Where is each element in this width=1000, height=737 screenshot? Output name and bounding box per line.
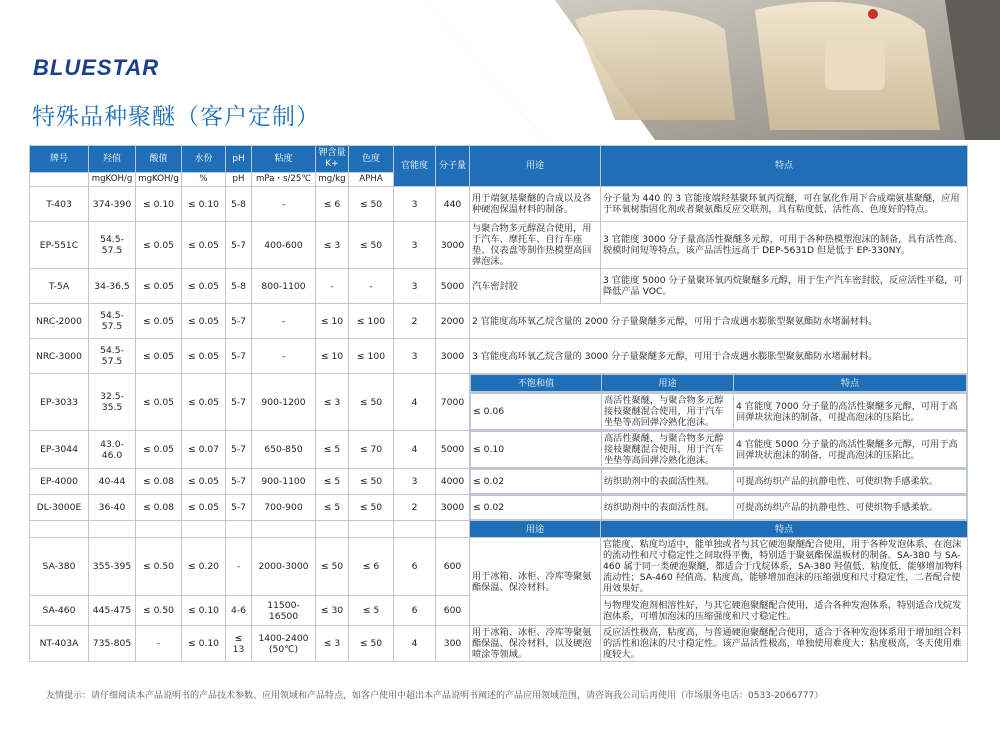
value-cell: 54.5-57.5 (89, 304, 136, 339)
col-header: 粘度 (252, 146, 316, 173)
value-cell: 40-44 (89, 469, 136, 495)
use-cell: 高活性聚醚，与聚合物多元醇接枝聚醚混合使用，用于汽车坐垫等高回弹冷熟化泡沫。 (602, 432, 734, 468)
use-feature-cell: 2 官能度高环氧乙烷含量的 2000 分子量聚醚多元醇，可用于合成遇水膨胀型聚氨酯防水堵漏材料。 (470, 304, 968, 339)
feature-cell: 分子量为 440 的 3 官能度端羟基聚环氧丙烷醚，可在氯化作用下合成端氨基聚醚，应用于环氧树脂固化剂或者聚氨酯反应交联剂，具有粘度低、活性高、色度好的特点。 (601, 187, 968, 222)
value-cell: ≤ 50 (349, 626, 394, 662)
value-cell: ≤ 0.05 (136, 222, 182, 269)
value-cell: ≤ 3 (316, 374, 349, 431)
col-header: 色度 (349, 146, 394, 173)
value-cell: ≤ 0.20 (182, 538, 226, 596)
table-row (30, 187, 968, 222)
value-cell: 2000-3000 (252, 538, 316, 596)
value-cell: 5-7 (226, 495, 252, 521)
feature-cell: 3 官能度 5000 分子量聚环氧丙烷聚醚多元醇，用于生产汽车密封胶，反应活性平稳，可降低产品 VOC。 (601, 269, 968, 304)
value-cell: ≤ 0.10 (182, 187, 226, 222)
use-cell: 纺织助剂中的表面活性剂。 (602, 496, 734, 520)
value-cell: 36-40 (89, 495, 136, 521)
value-cell: ≤ 0.05 (182, 495, 226, 521)
col-header: 用途 (470, 146, 601, 187)
col-header: pH (226, 146, 252, 173)
value-cell: - (136, 626, 182, 662)
value-cell: 4 (394, 374, 436, 431)
col-header: 酸值 (136, 146, 182, 173)
value-cell: ≤ 5 (316, 495, 349, 521)
unit-cell: mgKOH/g (136, 173, 182, 187)
unit-cell: mgKOH/g (89, 173, 136, 187)
grade-cell: DL-3000E (30, 495, 89, 521)
value-cell: ≤ 50 (349, 187, 394, 222)
value-cell: 5-7 (226, 304, 252, 339)
unit-cell: APHA (349, 173, 394, 187)
value-cell: ≤ 0.10 (182, 626, 226, 662)
grade-cell: EP-551C (30, 222, 89, 269)
feature-cell: 可提高纺织产品的抗静电性、可使织物手感柔软。 (734, 496, 967, 520)
empty-cell (30, 521, 89, 538)
value-cell: 4 (394, 431, 436, 469)
value-cell: ≤ 0.05 (136, 374, 182, 431)
value-cell: 5000 (436, 431, 470, 469)
value-cell: ≤ 0.05 (182, 269, 226, 304)
col-header: 牌号 (30, 146, 89, 173)
grade-cell: EP-3044 (30, 431, 89, 469)
value-cell: 440 (436, 187, 470, 222)
grade-cell: NRC-3000 (30, 339, 89, 374)
value-cell: 900-1200 (252, 374, 316, 431)
value-cell: ≤ 0.05 (136, 269, 182, 304)
col-header: 分子量 (436, 146, 470, 187)
value-cell: ≤ 100 (349, 304, 394, 339)
value-cell: 650-850 (252, 431, 316, 469)
value-cell: 300 (436, 626, 470, 662)
value-cell: 54.5-57.5 (89, 339, 136, 374)
value-cell: ≤ 3 (316, 626, 349, 662)
value-cell: 5-8 (226, 269, 252, 304)
value-cell: 4 (394, 626, 436, 662)
use-cell: 高活性聚醚，与聚合物多元醇接枝聚醚混合使用，用于汽车坐垫等高回弹冷熟化泡沫。 (602, 394, 734, 430)
value-cell: ≤ 0.08 (136, 495, 182, 521)
feature-cell: 官能度、粘度均适中，能单独或者与其它硬泡聚醚配合使用，用于各种发泡体系，在泡沫的流动性和尺寸稳定性之间取得平衡，特别适于聚氨酯保温板材的制备。SA-380 与 SA-460 属于同一类硬泡聚醚，都适合于戊烷体系，SA-380 羟值低、粘度低，能够增加物料流动性；SA-460 羟值高、粘度高，能够增加泡沫的压缩强度和尺寸稳定性，二者配合使用效果好。 (601, 538, 968, 596)
unit-cell: pH (226, 173, 252, 187)
grade-cell: T-403 (30, 187, 89, 222)
value-cell: ≤ 70 (349, 431, 394, 469)
table-row (30, 495, 968, 521)
use-cell: 汽车密封胶 (470, 269, 601, 304)
grade-cell: NRC-2000 (30, 304, 89, 339)
value-cell: - (252, 304, 316, 339)
value-cell: ≤ 50 (349, 374, 394, 431)
value-cell: ≤ 0.05 (136, 304, 182, 339)
unsat-cell: ≤ 0.06 (471, 394, 602, 430)
empty-cell (436, 521, 470, 538)
value-cell: 1400-2400 (50℃) (252, 626, 316, 662)
sub-row-wrap (470, 495, 968, 521)
sub-row-wrap (470, 393, 968, 431)
value-cell: 3000 (436, 222, 470, 269)
value-cell: 54.5-57.5 (89, 222, 136, 269)
empty-cell (226, 521, 252, 538)
use-feature-cell: 3 官能度高环氧乙烷含量的 3000 分子量聚醚多元醇，可用于合成遇水膨胀型聚氨酯防水堵漏材料。 (470, 339, 968, 374)
value-cell: 4000 (436, 469, 470, 495)
feature-cell: 可提高纺织产品的抗静电性、可使织物手感柔软。 (734, 470, 967, 494)
use-cell: 用于冰箱、冰柜、冷库等聚氨酯保温、保冷材料，以及硬泡喷涂等领域。 (470, 626, 601, 662)
value-cell: 3 (394, 222, 436, 269)
value-cell: ≤ 0.10 (182, 596, 226, 626)
spec-table (29, 145, 968, 662)
table-row (30, 626, 968, 662)
sub-header: 用途 (602, 375, 734, 392)
unit-cell: mg/kg (316, 173, 349, 187)
grade-cell: T-5A (30, 269, 89, 304)
value-cell: ≤ 0.50 (136, 596, 182, 626)
value-cell: ≤ 0.05 (136, 339, 182, 374)
value-cell: ≤ 50 (349, 495, 394, 521)
grade-cell: NT-403A (30, 626, 89, 662)
sub-header: 特点 (734, 375, 967, 392)
grade-cell: EP-3033 (30, 374, 89, 431)
feature-cell: 4 官能度 7000 分子量的高活性聚醚多元醇，可用于高回弹块状泡沫的制备，可提高泡沫的压陷比。 (734, 394, 967, 430)
value-cell: 32.5-35.5 (89, 374, 136, 431)
feature-cell: 与物理发泡剂相溶性好，与其它硬泡聚醚配合使用，适合各种发泡体系，特别适合戊烷发泡体系，可增加泡沫的压缩强度和尺寸稳定性。 (601, 596, 968, 626)
value-cell: 5-7 (226, 469, 252, 495)
value-cell: 445-475 (89, 596, 136, 626)
empty-cell (316, 521, 349, 538)
value-cell: ≤ 5 (349, 596, 394, 626)
value-cell: 4-6 (226, 596, 252, 626)
value-cell: ≤ 0.05 (182, 339, 226, 374)
value-cell: 34-36.5 (89, 269, 136, 304)
value-cell: ≤ 0.05 (182, 469, 226, 495)
value-cell: ≤ 10 (316, 304, 349, 339)
value-cell: 900-1100 (252, 469, 316, 495)
value-cell: 600 (436, 538, 470, 596)
sub-row-wrap (470, 469, 968, 495)
value-cell: 6 (394, 596, 436, 626)
unsat-cell: ≤ 0.10 (471, 432, 602, 468)
table-row (30, 431, 968, 469)
col-header: 特点 (601, 146, 968, 187)
value-cell: 5000 (436, 269, 470, 304)
value-cell: ≤ 5 (316, 469, 349, 495)
empty-cell (349, 521, 394, 538)
sub-header: 不饱和值 (471, 375, 602, 392)
value-cell: 7000 (436, 374, 470, 431)
value-cell: 3 (394, 187, 436, 222)
unsat-cell: ≤ 0.02 (471, 470, 602, 494)
table-row (30, 469, 968, 495)
value-cell: ≤ 0.50 (136, 538, 182, 596)
value-cell: 2 (394, 495, 436, 521)
value-cell: ≤ 0.05 (136, 431, 182, 469)
use-cell: 用于冰箱、冰柜、冷库等聚氨酯保温、保冷材料。 (470, 538, 601, 626)
sub-header: 特点 (601, 521, 968, 538)
empty-cell (394, 521, 436, 538)
car-seat-photo (425, 0, 1000, 140)
empty-cell (252, 521, 316, 538)
grade-cell: SA-460 (30, 596, 89, 626)
table-row (30, 538, 968, 596)
value-cell: ≤ 0.07 (182, 431, 226, 469)
value-cell: 5-8 (226, 187, 252, 222)
col-header: 钾含量 K+ (316, 146, 349, 173)
value-cell: - (226, 538, 252, 596)
feature-cell: 3 官能度 3000 分子量高活性聚醚多元醇，可用于各种热模塑泡沫的制备，具有活性高、脱模时间短等特点，该产品活性远高于 DEP-5631D 但是低于 EP-330NY。 (601, 222, 968, 269)
use-cell: 纺织助剂中的表面活性剂。 (602, 470, 734, 494)
value-cell: ≤ 6 (316, 187, 349, 222)
value-cell: - (252, 187, 316, 222)
value-cell: ≤ 10 (316, 339, 349, 374)
value-cell: 400-600 (252, 222, 316, 269)
value-cell: ≤ 13 (226, 626, 252, 662)
value-cell: - (349, 269, 394, 304)
value-cell: - (252, 339, 316, 374)
empty-cell (136, 521, 182, 538)
sub-header-wrap (470, 374, 968, 393)
value-cell: ≤ 30 (316, 596, 349, 626)
table-row (30, 269, 968, 304)
header-row (30, 146, 968, 173)
value-cell: ≤ 5 (316, 431, 349, 469)
value-cell: ≤ 0.08 (136, 469, 182, 495)
value-cell: 3 (394, 339, 436, 374)
value-cell: 735-805 (89, 626, 136, 662)
value-cell: ≤ 3 (316, 222, 349, 269)
unit-cell: % (182, 173, 226, 187)
value-cell: 2000 (436, 304, 470, 339)
value-cell: 5-7 (226, 339, 252, 374)
table-row (30, 374, 968, 393)
use-cell: 用于端氨基聚醚的合成以及各种硬泡保温材料的制备。 (470, 187, 601, 222)
empty-cell (182, 521, 226, 538)
value-cell: 43.0-46.0 (89, 431, 136, 469)
value-cell: - (316, 269, 349, 304)
feature-cell: 4 官能度 5000 分子量的高活性聚醚多元醇，可用于高回弹块状泡沫的制备，可提高泡沫的压陷比。 (734, 432, 967, 468)
sub-row-wrap (470, 431, 968, 469)
value-cell: ≤ 50 (349, 469, 394, 495)
value-cell: 6 (394, 538, 436, 596)
table-row (30, 339, 968, 374)
value-cell: 5-7 (226, 374, 252, 431)
value-cell: ≤ 6 (349, 538, 394, 596)
use-cell: 与聚合物多元醇混合使用，用于汽车、摩托车、自行车座垫、仪表盘等制作热模塑高回弹泡沫。 (470, 222, 601, 269)
value-cell: ≤ 0.05 (182, 304, 226, 339)
table-row (30, 222, 968, 269)
value-cell: ≤ 50 (316, 538, 349, 596)
grade-cell: EP-4000 (30, 469, 89, 495)
feature-cell: 反应活性极高，粘度高，与普通硬泡聚醚配合使用，适合于各种发泡体系用于增加组合料的活性和泡沫的尺寸稳定性。该产品活性极高，单独使用难度大；粘度极高，冬天使用难度较大。 (601, 626, 968, 662)
value-cell: 3 (394, 469, 436, 495)
col-header: 官能度 (394, 146, 436, 187)
unsat-cell: ≤ 0.02 (471, 496, 602, 520)
unit-cell: mPa・s/25℃ (252, 173, 316, 187)
value-cell: 374-390 (89, 187, 136, 222)
unit-cell (30, 173, 89, 187)
value-cell: 5-7 (226, 431, 252, 469)
table-row (30, 304, 968, 339)
page-title: 特殊品种聚醚（客户定制） (32, 104, 320, 130)
value-cell: ≤ 100 (349, 339, 394, 374)
value-cell: ≤ 0.05 (182, 222, 226, 269)
sub-header-row (30, 521, 968, 538)
col-header: 水份 (182, 146, 226, 173)
value-cell: 355-395 (89, 538, 136, 596)
footer-note: 友情提示：请仔细阅读本产品说明书的产品技术参数、应用领域和产品特点，如客户使用中超出本产品说明书阐述的产品应用领域范围，请咨询我公司后再使用（市场服务电话：0533-2066777） (46, 691, 824, 701)
value-cell: 800-1100 (252, 269, 316, 304)
bluestar-logo: BLUESTAR (33, 55, 160, 80)
value-cell: 3000 (436, 339, 470, 374)
value-cell: 600 (436, 596, 470, 626)
value-cell: 3000 (436, 495, 470, 521)
value-cell: ≤ 0.05 (182, 374, 226, 431)
value-cell: 11500-16500 (252, 596, 316, 626)
empty-cell (89, 521, 136, 538)
value-cell: 5-7 (226, 222, 252, 269)
sub-header: 用途 (470, 521, 601, 538)
value-cell: ≤ 0.10 (136, 187, 182, 222)
col-header: 羟值 (89, 146, 136, 173)
grade-cell: SA-380 (30, 538, 89, 596)
value-cell: 700-900 (252, 495, 316, 521)
value-cell: ≤ 50 (349, 222, 394, 269)
value-cell: 2 (394, 304, 436, 339)
value-cell: 3 (394, 269, 436, 304)
